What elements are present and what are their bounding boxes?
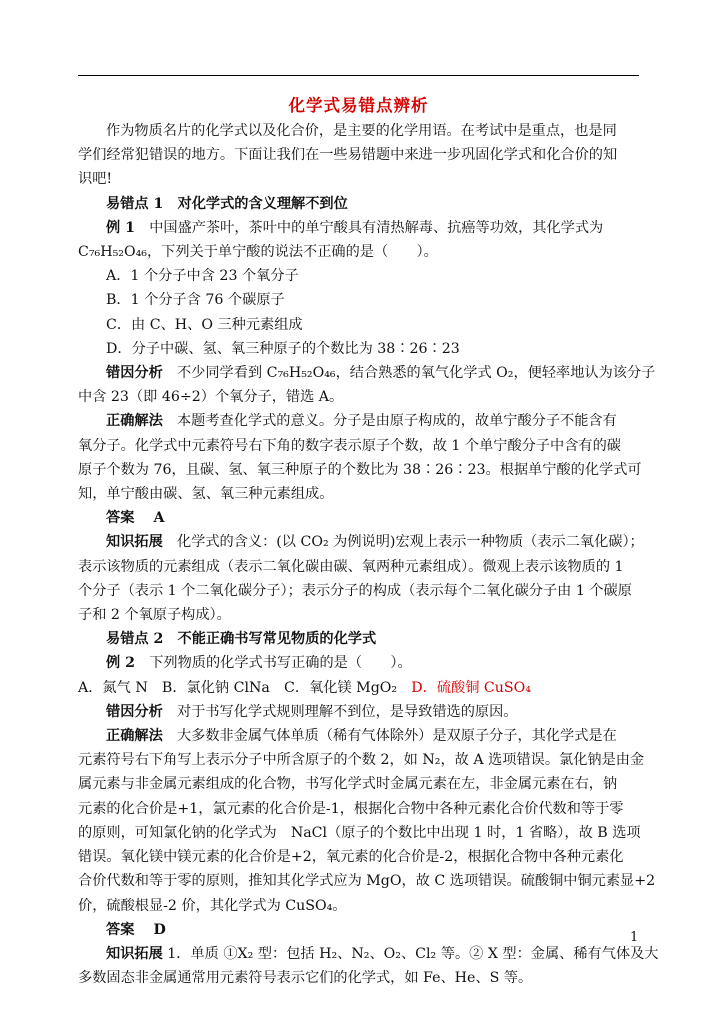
answer-label: 答案 [106, 921, 135, 938]
solution-line: 氧分子。化学式中元素符号右下角的数字表示原子个数，故 1 个单宁酸分子中含有的碳 [78, 437, 621, 454]
error-analysis-label: 错因分析 [106, 703, 163, 720]
section-1-heading: 易错点 1 对化学式的含义理解不到位 [106, 195, 348, 212]
example-2-label: 例 2 [106, 655, 135, 672]
intro-line: 学们经常犯错误的地方。下面让我们在一些易错题中来进一步巩固化学式和化合价的知 [78, 147, 618, 164]
solution-line: 属元素与非金属元素组成的化合物，书写化学式时金属元素在左，非金属元素在右，钠 [78, 776, 618, 793]
solution-text: 本题考查化学式的意义。分子是由原子构成的，故单宁酸分子不能含有 [162, 413, 617, 430]
page-title: 化学式易错点辨析 [288, 96, 429, 115]
option-c: C．由 C、H、O 三种元素组成 [106, 316, 303, 333]
knowledge-ext-line: 个分子（表示 1 个二氧化碳分子）；表示分子的构成（表示每个二氧化碳分子由 1 个碳原 [78, 582, 632, 599]
knowledge-ext-line [78, 942, 659, 966]
error-analysis-text: 不少同学看到 C₇₆H₅₂O₄₆，结合熟悉的氧气化学式 O₂，便轻率地认为该分子 [162, 365, 656, 382]
answer-line [78, 918, 640, 942]
option-d-highlight: D．硫酸铜 CuSO₄ [411, 679, 531, 696]
knowledge-ext-label: 知识拓展 [106, 945, 163, 962]
solution-line: 元素的化合价是+1，氯元素的化合价是-1，根据化合物中各种元素化合价代数和等于零 [78, 800, 624, 817]
intro-line: 作为物质名片的化学式以及化合价，是主要的化学用语。在考试中是重点，也是同 [106, 123, 617, 139]
option-b: B．1 个分子含 76 个碳原子 [106, 292, 285, 309]
solution-line: 元素符号右下角写上表示分子中所含原子的个数 2，如 N₂，故 A 选项错误。氯化钠是由金 [78, 752, 645, 769]
solution-label: 正确解法 [106, 728, 163, 745]
example-2-text: 下列物质的化学式书写正确的是（ ）。 [135, 655, 412, 672]
options-abc: A．氮气 N B．氯化钠 ClNa C．氧化镁 MgO₂ [78, 679, 412, 696]
answer-value: D [153, 921, 166, 938]
knowledge-ext-line: 多数固态非金属通常用元素符号表示它们的化学式，如 Fe、He、S 等。 [78, 970, 533, 987]
solution-line: 价，硫酸根显-2 价，其化学式为 CuSO₄。 [78, 897, 347, 914]
solution-line: 错误。氧化镁中镁元素的化合价是+2，氧元素的化合价是-2，根据化合物中各种元素化 [78, 849, 624, 866]
answer-label: 答案 [106, 510, 135, 527]
option-a: A．1 个分子中含 23 个氧分子 [106, 268, 299, 285]
knowledge-ext-text: 化学式的含义：(以 CO₂ 为例说明)宏观上表示一种物质（表示二氧化碳）； [162, 534, 644, 551]
example-1-line [78, 216, 640, 240]
answer-value: A [153, 510, 165, 527]
header-rule [78, 75, 639, 76]
knowledge-ext-text: 1．单质 ①X₂ 型：包括 H₂、N₂、O₂、Cl₂ 等。② X 型：金属、稀有气体及大 [162, 945, 659, 962]
knowledge-ext-line: 表示该物质的元素组成（表示二氧化碳由碳、氧两种元素组成）。微观上表示该物质的 1 [78, 558, 624, 575]
knowledge-ext-label: 知识拓展 [106, 534, 163, 551]
solution-line [78, 724, 640, 748]
section-2-heading: 易错点 2 不能正确书写常见物质的化学式 [106, 631, 377, 648]
solution-text: 大多数非金属气体单质（稀有气体除外）是双原子分子，其化学式是在 [162, 728, 617, 745]
knowledge-ext-line: 子和 2 个氧原子构成）。 [78, 607, 231, 624]
solution-label: 正确解法 [106, 413, 163, 430]
document-body [78, 119, 659, 990]
error-analysis-text: 对于书写化学式规则理解不到位，是导致错选的原因。 [162, 703, 518, 720]
example-2-line [78, 651, 640, 675]
option-d: D．分子中碳、氢、氧三种原子的个数比为 38∶26∶23 [106, 340, 460, 357]
solution-line: 知，单宁酸由碳、氢、氧三种元素组成。 [78, 486, 334, 503]
example-1-text: 中国盛产茶叶，茶叶中的单宁酸具有清热解毒、抗癌等功效，其化学式为 [135, 219, 604, 236]
error-analysis-line: 中含 23（即 46÷2）个氧分子，错选 A。 [78, 389, 344, 406]
solution-line: 的原则，可知氯化钠的化学式为 NaCl（原子的个数比中出现 1 时，1 省略），故 B 选项 [78, 824, 641, 841]
intro-line: 识吧! [78, 171, 113, 188]
knowledge-ext-line [78, 530, 644, 554]
example-1-label: 例 1 [106, 219, 135, 236]
options-line [78, 676, 640, 700]
answer-line [78, 506, 640, 530]
solution-line [78, 409, 640, 433]
error-analysis-line [78, 361, 656, 385]
solution-line: 合价代数和等于零的原则，推知其化学式应为 MgO，故 C 选项错误。硫酸铜中铜元素显+2 [78, 873, 656, 890]
error-analysis-label: 错因分析 [106, 365, 163, 382]
solution-line: 原子个数为 76，且碳、氢、氧三种原子的个数比为 38∶26∶23。根据单宁酸的化学式可 [78, 461, 642, 478]
page-number: 1 [630, 930, 639, 945]
example-1-line: C₇₆H₅₂O₄₆，下列关于单宁酸的说法不正确的是（ ）。 [78, 244, 438, 261]
error-analysis-line [78, 700, 640, 724]
